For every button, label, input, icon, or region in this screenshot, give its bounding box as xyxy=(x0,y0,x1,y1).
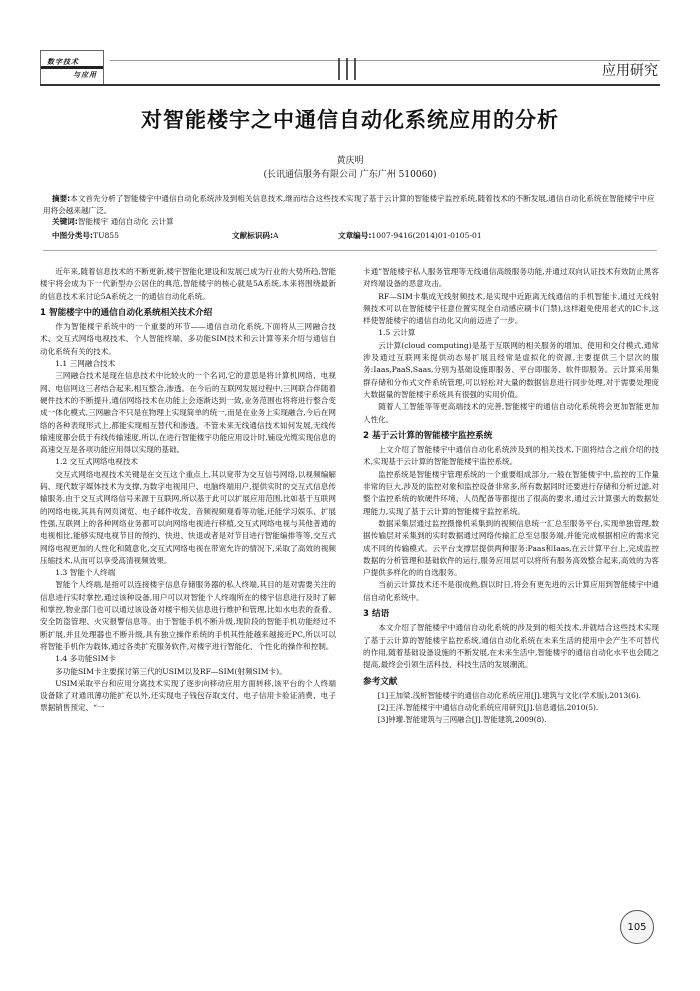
intro-paragraph: 近年来,随着信息技术的不断更新,楼宇智能化建设和发展已成为行业的大势所趋,智能楼宇将会成为下一代新型办公居住的典范,智能楼宇的核心就是5A系统,本来将围绕最新的信息技术来讨论5A系统之一的通信自动化系统。 xyxy=(40,267,336,301)
reference-item: [1]王加梁.浅析智能楼宇的通信自动化系统应用[J].建筑与文化(学术版),2013(6). xyxy=(377,690,641,700)
right-column xyxy=(363,266,659,726)
keywords xyxy=(52,216,174,227)
article-title: 对智能楼宇之中通信自动化系统应用的分析 xyxy=(141,108,559,132)
page-number-badge xyxy=(620,910,654,944)
section-1-paragraph: 作为智能楼宇系统中的一个重要的环节——通信自动化系统,下面将从三网融合技术、交互式网络电视技术、个人智能终端、多功能SIM技术和云计算等来介绍与通信自动化系统有关的技术。 xyxy=(40,322,336,356)
clc-label: 中图分类号: xyxy=(52,231,94,240)
section-2-paragraph-a: 上文介绍了智能楼宇中通信自动化系统涉及到的相关技术,下面将结合之前介绍的技术,实现基于云计算的智能智能楼宇监控系统。 xyxy=(363,445,659,467)
logo-bar xyxy=(41,66,103,69)
subsection-1-4-paragraph-b: USIM采取平台和应用分离技术实现了逐步向移动应用方面转移,该平台的个人终端设备除了对通讯薄功能扩充以外,还实现电子钱包存取支付、电子信用卡验证消费、电子票据销售预定、“一 xyxy=(40,678,336,713)
section-3-heading: 3 结语 xyxy=(363,609,390,620)
subsection-1-2-heading: 1.2 交互式网络电视技术 xyxy=(55,457,139,467)
section-2-heading: 2 基于云计算的智能楼宇监控系统 xyxy=(363,430,493,441)
section-2-paragraph-c: 数据采集层通过监控摄像机采集到的视频信息统一汇总至服务平台,实现单独管理,数据传输层对采集到的实时数据通过网络传输汇总至总服务端,并能完成根据相应的需求完成不同的传输模式。云平台支撑层提供两种服务:Paas和Iaas,在云计算平台上,完成监控数据的分析管理和基础软件的运行,服务应用层可以将所有服务高效整合起来,高效的为客户提供多样化的的自选服务。 xyxy=(363,518,659,578)
article-author: 黄庆明 xyxy=(336,156,364,166)
subsection-1-1-paragraph: 三网融合技术是现在信息技术中比较火的一个名词,它的意思是将计算机网络、电视网、电信网这三者结合起来,相互整合,渗透。在今后的互联网发展过程中,三网联合伴随着硬件技术的不断提升,通信网络技术在功能上会逐渐达到一致,业务范围也将将进行整合变成一体化模式,三网融合不只是在物理上实现简单的统一,而是在业务上实现融合,今后在网络的各种表现形式上,都能实现相互替代和渗透。不管未来无线通信技术如何发展,无线传输速度都会低于有线传输速度,所以,在进行智能楼宇功能应用设计时,铺设光缆实现信息的高速交互是各项功能应用得以实现的基础。 xyxy=(40,371,336,455)
header-rule-top xyxy=(110,60,660,61)
section-2-paragraph-b: 监控系统是智能楼宇管理系统的一个重要组成部分,一般在智能楼宇中,监控的工作量非常的巨大,涉及的监控对象和监控设备非常多,所有数据同时还要进行存储和分析过滤,对整个监控系统的软硬件环境、人员配备等都提出了很高的要求,通过云计算强大的数据处理能力,实现了基于云计算的智能楼宇监控系统。 xyxy=(363,469,659,516)
abstract xyxy=(43,193,657,216)
logo-text-top: 数字技术 xyxy=(47,57,79,66)
author-affiliation: (长讯通信服务有限公司 广东广州 510060) xyxy=(263,170,437,180)
section-label: 应用研究 xyxy=(602,63,658,79)
subsection-1-2-paragraph: 交互式网络电视技术关键是在交互这个重点上,其以宽带为交互信号网络,以视频编解码、现代数字媒体技术为支撑,为数字电视用户、电脑终端用户,提供实时的交互式信息传输服务,由于交互式网络信号来源于互联网,所以基于此可以扩展应用范围,比如基于互联网的网络电视,其具有网页浏览、电子邮件收发、音频视频观看等功能,还能学习娱乐、扩展性强,互联网上的各种网络业务都可以向网络电视进行移植,交互式网络电视与其他普通的电视相比,能够实现电视节目的预约、快进、快退或者是对节目进行智能编排等等,交互式网络电视更加的人性化和随意化,交互式网络电视在带宽允许的情况下,采取了高效的视频压缩技术,从而可以享受高清视频效果。 xyxy=(40,469,336,565)
subsection-1-5-heading: 1.5 云计算 xyxy=(378,328,416,338)
doc-code-label: 文献标识码: xyxy=(232,231,274,240)
abstract-label: 摘要: xyxy=(52,194,71,203)
header-ornament xyxy=(338,58,362,84)
clc-number xyxy=(52,230,119,241)
subsection-1-3-heading: 1.3 智能个人终端 xyxy=(55,568,116,578)
section-1-heading: 1 智能楼宇中的通信自动化系统相关技术介绍 xyxy=(40,307,213,318)
clc-value: TU855 xyxy=(93,231,119,240)
subsection-1-1-heading: 1.1 三网融合技术 xyxy=(55,359,116,369)
subsection-1-4-paragraph-a: 多功能SIM卡主要探讨第三代的USIM以及RF—SIM(射频SIM卡)。 xyxy=(55,666,287,676)
subsection-1-3-paragraph: 智能个人终端,是指可以连接楼宇信息存储服务器的私人终端,其目的是对需要关注的信息进行实时掌控,通过该种设备,用户可以对智能个人终端所在的楼宇信息进行及时了解和掌控,物业部门也可以通过该设备对楼宇相关信息进行维护和管理,比如水电表的查看、安全防盗管理、火灾报警信息等。由于智能手机不断升级,现阶段的智能手机功能经过不断扩展,并且处理器也不断升级,具有独立操作系统的手机其性能越来越接近PC,所以可以将智能手机作为载体,通过各类扩充服务软件,对楼宇进行智能化、个性化的操作和控制。 xyxy=(40,580,336,651)
subsection-1-5-paragraph-a: 云计算(cloud computing)是基于互联网的相关服务的增加、使用和交付模式,通常涉及通过互联网来提供动态易扩展且经常是虚拟化的资源,主要提供三个层次的服务:Iaas,PaaS,Saas,分别为基础设施即服务、平台即服务、软件即服务。云计算采用集群存储和分布式文件系统管理,可以轻松对大量的数据信息进行同步处理,对于需要处理庞大数据量的智能楼宇系统具有很强的实用价值。 xyxy=(363,340,659,399)
subsection-1-4-paragraph-c: 卡通”智能楼宇私人服务管理等无线通信高级服务功能,并通过双向认证技术有效防止黑客对终端设备的恶意攻击。 xyxy=(363,267,659,289)
keywords-text: 智能楼宇 通信自动化 云计算 xyxy=(77,217,174,226)
page-number: 105 xyxy=(627,922,647,933)
doc-code-value: A xyxy=(273,231,279,240)
keywords-label: 关键词: xyxy=(52,217,78,226)
article-number xyxy=(338,230,482,241)
article-number-label: 文章编号: xyxy=(338,231,372,240)
subsection-1-4-heading: 1.4 多功能SIM卡 xyxy=(55,654,117,664)
article-number-value: 1007-9416(2014)01-0105-01 xyxy=(371,231,482,240)
section-2-paragraph-d: 当前云计算技术还不是很成熟,假以时日,将会有更先进的云计算应用到智能楼宇中通信自动化系统中。 xyxy=(363,580,659,602)
document-code xyxy=(232,230,279,241)
reference-item: [3]钟瓘.智能建筑与三网融合[J].智能建筑,2009(8). xyxy=(377,714,547,724)
subsection-1-5-paragraph-b: 随着人工智能等等更高端技术的完善,智能楼宇的通信自动化系统将会更加智能更加人性化。 xyxy=(363,402,659,424)
left-column xyxy=(40,266,336,715)
abstract-text: 本文首先分析了智能楼宇中通信自动化系统涉及到相关信息技术,继而结合这些技术实现了基于云计算的智能楼宇监控系统,随着技术的不断发展,通信自动化系统在智能楼宇中应用将会越来越广泛。 xyxy=(43,194,655,215)
journal-logo xyxy=(40,50,104,86)
reference-item: [2]王洋.智能楼宇中通信自动化系统应用研究[J].信息通信,2010(5). xyxy=(377,702,599,712)
meta-divider xyxy=(43,250,657,251)
header-rule xyxy=(40,84,660,86)
references-heading: 参考文献 xyxy=(363,676,398,687)
logo-text-bottom: 与应用 xyxy=(73,70,97,79)
subsection-1-4-paragraph-d: RF—SIM卡集成无线射频技术,是实现中近距离无线通信的手机智能卡,通过无线射频技术可以在智能楼宇任意位置实现全自动感应刷卡(门禁),这样避免使用老式的IC卡,这样使智能楼宇的通信自动化又向前迈进了一步。 xyxy=(363,291,659,326)
section-3-paragraph: 本文介绍了智能楼宇中通信自动化系统的涉及到的相关技术,并就结合这些技术实现了基于云计算的智能楼宇监控系统,通信自动化系统在未来生活的使用中会产生不可替代的作用,随着基础设备设施的不断发展,在未来生活中,智能楼宇的通信自动化水平也会随之提高,最终会引领生活科技、科技生活的发展潮流。 xyxy=(363,623,659,670)
